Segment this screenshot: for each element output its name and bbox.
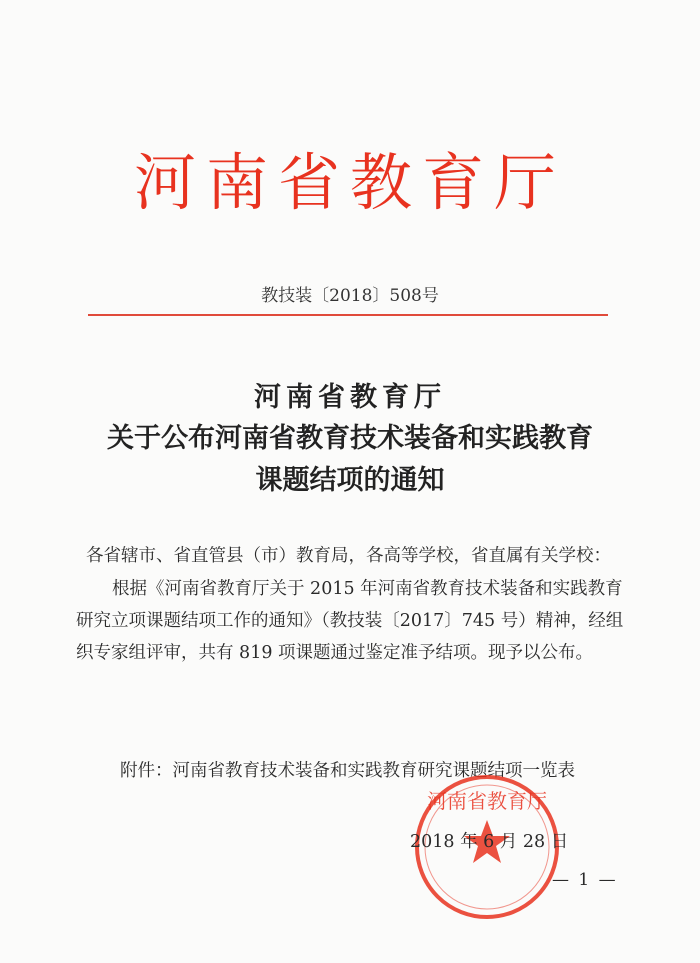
issue-date: 2018 年 6 月 28 日 (410, 832, 569, 852)
page-number: — 1 — (552, 870, 618, 890)
document-number: 教技装〔2018〕508号 (261, 286, 439, 306)
addressee: 各省辖市、省直管县（市）教育局，各高等学校，省直属有关学校： (86, 546, 611, 566)
body-paragraph: 根据《河南省教育厅关于 2015 年河南省教育技术装备和实践教育研究立项课题结项工作的通知》（教技装〔2017〕745 号）精神，经组织专家组评审，共有 819 项课题通过鉴定准予结项。现予以公布。 (76, 579, 624, 663)
svg-text:河南省教育厅: 河南省教育厅 (427, 789, 547, 813)
attachment-line: 附件：河南省教育技术装备和实践教育研究课题结项一览表 (120, 761, 575, 781)
title-line-3: 课题结项的通知 (255, 465, 445, 496)
red-divider (88, 314, 608, 316)
header-org-name: 河南省教育厅 (133, 146, 566, 219)
title-line-2: 关于公布河南省教育技术装备和实践教育 (107, 423, 593, 454)
title-line-1: 河南省教育厅 (254, 382, 446, 413)
